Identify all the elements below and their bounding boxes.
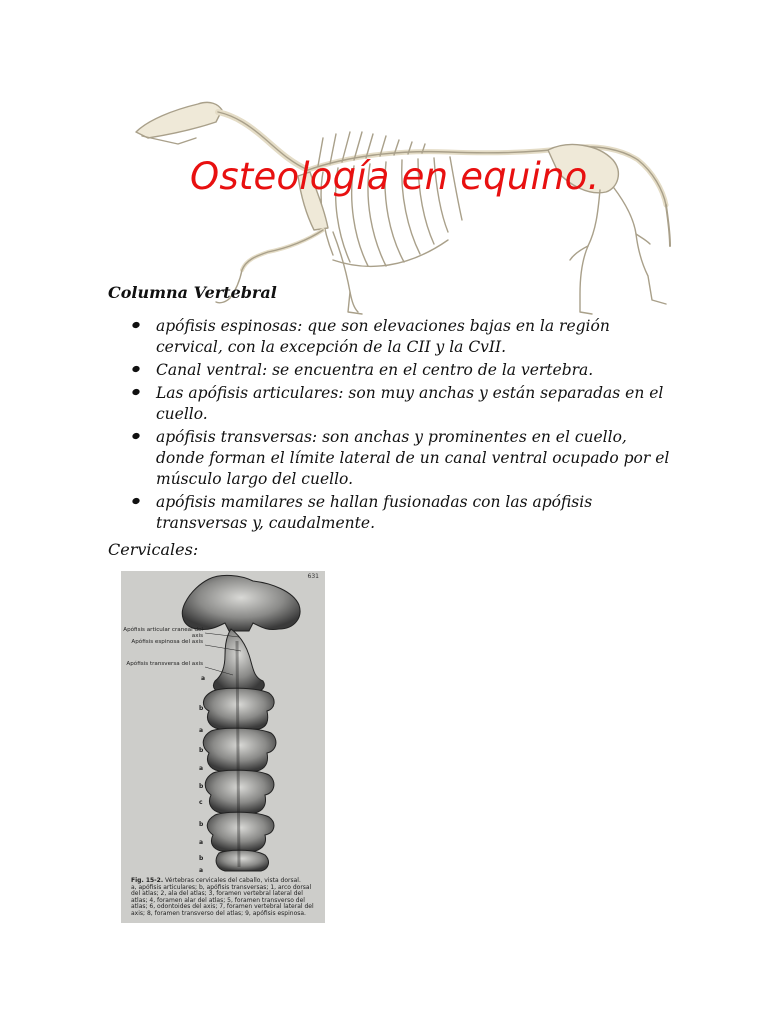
figure-caption-text: Vértebras cervicales del caballo, vista dorsal.: [165, 877, 301, 884]
list-item: [130, 316, 670, 358]
list-item: [130, 383, 670, 425]
list-item-text: Canal ventral: se encuentra en el centro de la vertebra.: [156, 361, 594, 379]
figure-label-articular-cranial: Apófisis articular craneal del axis: [123, 627, 203, 639]
list-item-text: apófisis mamilares se hallan fusionadas con las apófisis transversas y, caudalmente.: [156, 493, 593, 532]
figure-letter: a: [199, 765, 204, 772]
figure-letter: a: [199, 867, 204, 874]
figure-caption-title: Fig. 15-2.: [131, 877, 164, 884]
bullet-icon: [131, 432, 140, 440]
figure-label-spinous: Apófisis espinosa del axis: [131, 639, 203, 645]
figure-caption: [131, 878, 321, 917]
figure-letter: c: [199, 799, 203, 806]
figure-letter: b: [199, 747, 204, 754]
figure-page-number: 631: [307, 573, 319, 580]
figure-caption-detail: a, apófisis articulares; b, apófisis transversas; 1, arco dorsal del atlas; 2, ala del atlas; 3, foramen vertebral lateral del atlas; 4, foramen alar del atlas; 5, foramen transverso del atlas; 6, odontoides del axis; 7, foramen vertebral lateral del axis; 8, foramen transverso del atlas; 9, apófisis espinosa.: [131, 883, 314, 917]
bullet-icon: [131, 365, 140, 373]
list-item-text: Las apófisis articulares: son muy anchas y están separadas en el cuello.: [156, 384, 664, 423]
cervical-vertebrae-figure: [121, 571, 325, 923]
figure-letter: b: [199, 705, 204, 712]
list-item-text: apófisis transversas: son anchas y prominentes en el cuello, donde forman el límite lateral de un canal ventral ocupado por el músculo largo del cuello.: [156, 428, 670, 488]
bullet-list: [130, 316, 670, 536]
figure-letter: b: [199, 821, 204, 828]
subsection-heading: Cervicales:: [108, 540, 199, 559]
figure-letter: a: [199, 839, 204, 846]
vertebrae-scan: [121, 571, 325, 923]
bullet-icon: [131, 388, 140, 396]
figure-letter: b: [199, 783, 204, 790]
figure-letter: b: [199, 855, 204, 862]
figure-label-transverse: Apófisis transversa del axis: [126, 661, 203, 667]
list-item: [130, 492, 670, 534]
section-heading: Columna Vertebral: [108, 283, 277, 302]
bullet-icon: [131, 321, 140, 329]
document-title: Osteología en equino.: [190, 155, 600, 198]
bullet-icon: [131, 497, 140, 505]
figure-letter: a: [201, 675, 206, 682]
list-item: [130, 360, 670, 381]
figure-letter: a: [199, 727, 204, 734]
list-item: [130, 427, 670, 490]
list-item-text: apófisis espinosas: que son elevaciones bajas en la región cervical, con la excepción de la CII y la CvII.: [156, 317, 610, 356]
